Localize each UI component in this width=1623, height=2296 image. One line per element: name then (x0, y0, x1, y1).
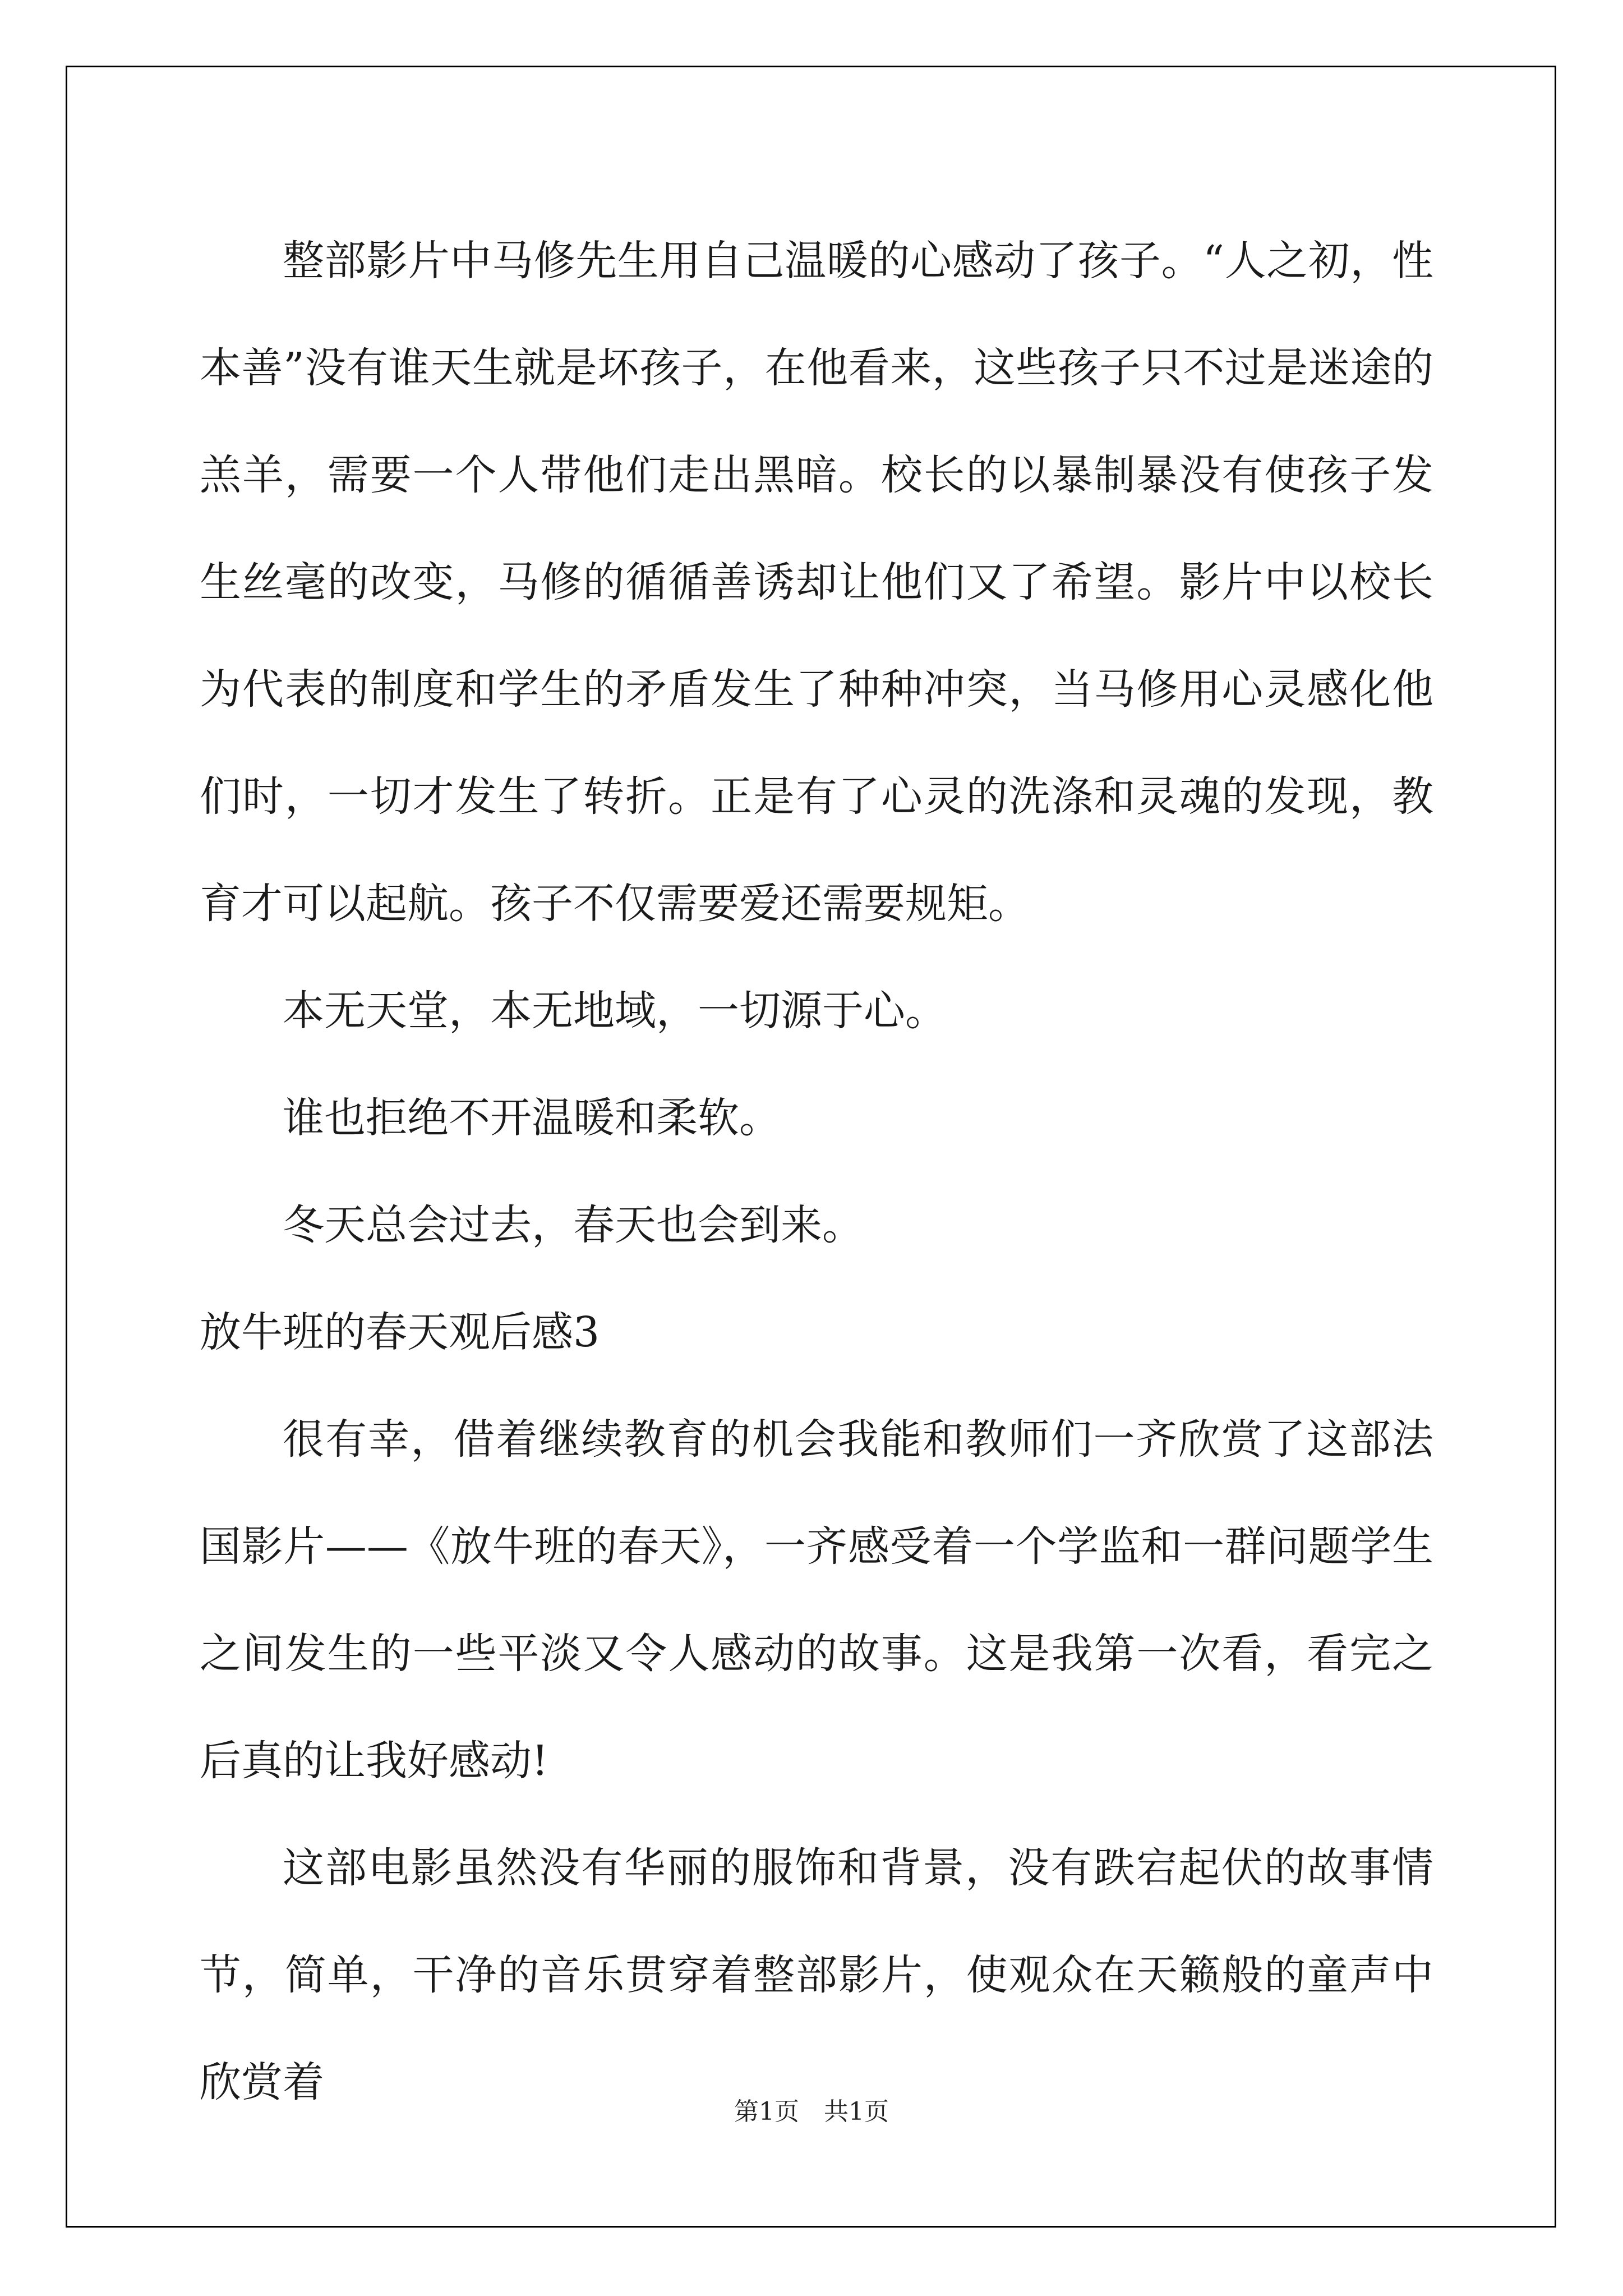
paragraph: 本无天堂，本无地域，一切源于心。 (283, 987, 947, 1035)
section-title: 放牛班的春天观后感3 (200, 1308, 600, 1356)
paragraph: 冬天总会过去，春天也会到来。 (283, 1201, 864, 1249)
paragraph: 整部影片中马修先生用自己温暖的心感动了孩子。“人之初，性本善”没有谁天生就是坏孩子，在他看来，这些孩子只不过是迷途的羔羊，需要一个人带他们走出黑暗。校长的以暴制暴没有使孩子发生丝毫的改变，马修的循循善诱却让他们又了希望。影片中以校长为代表的制度和学生的矛盾发生了种种冲突，当马修用心灵感化他们时，一切才发生了转折。正是有了心灵的洗涤和灵魂的发现，教育才可以起航。孩子不仅需要爱还需要规矩。 (200, 237, 1433, 928)
paragraph: 很有幸，借着继续教育的机会我能和教师们一齐欣赏了这部法国影片——《放牛班的春天》，一齐感受着一个学监和一群问题学生之间发生的一些平淡又令人感动的故事。这是我第一次看，看完之后真的让我好感动! (200, 1415, 1433, 1785)
paragraph: 谁也拒绝不开温暖和柔软。 (283, 1094, 781, 1142)
paragraph: 这部电影虽然没有华丽的服饰和背景，没有跌宕起伏的故事情节，简单，干净的音乐贯穿着整部影片，使观众在天籁般的童声中欣赏着 (200, 1844, 1433, 2106)
document-body (200, 208, 1433, 2136)
page-number-footer: 第1页 共1页 (734, 2097, 889, 2126)
